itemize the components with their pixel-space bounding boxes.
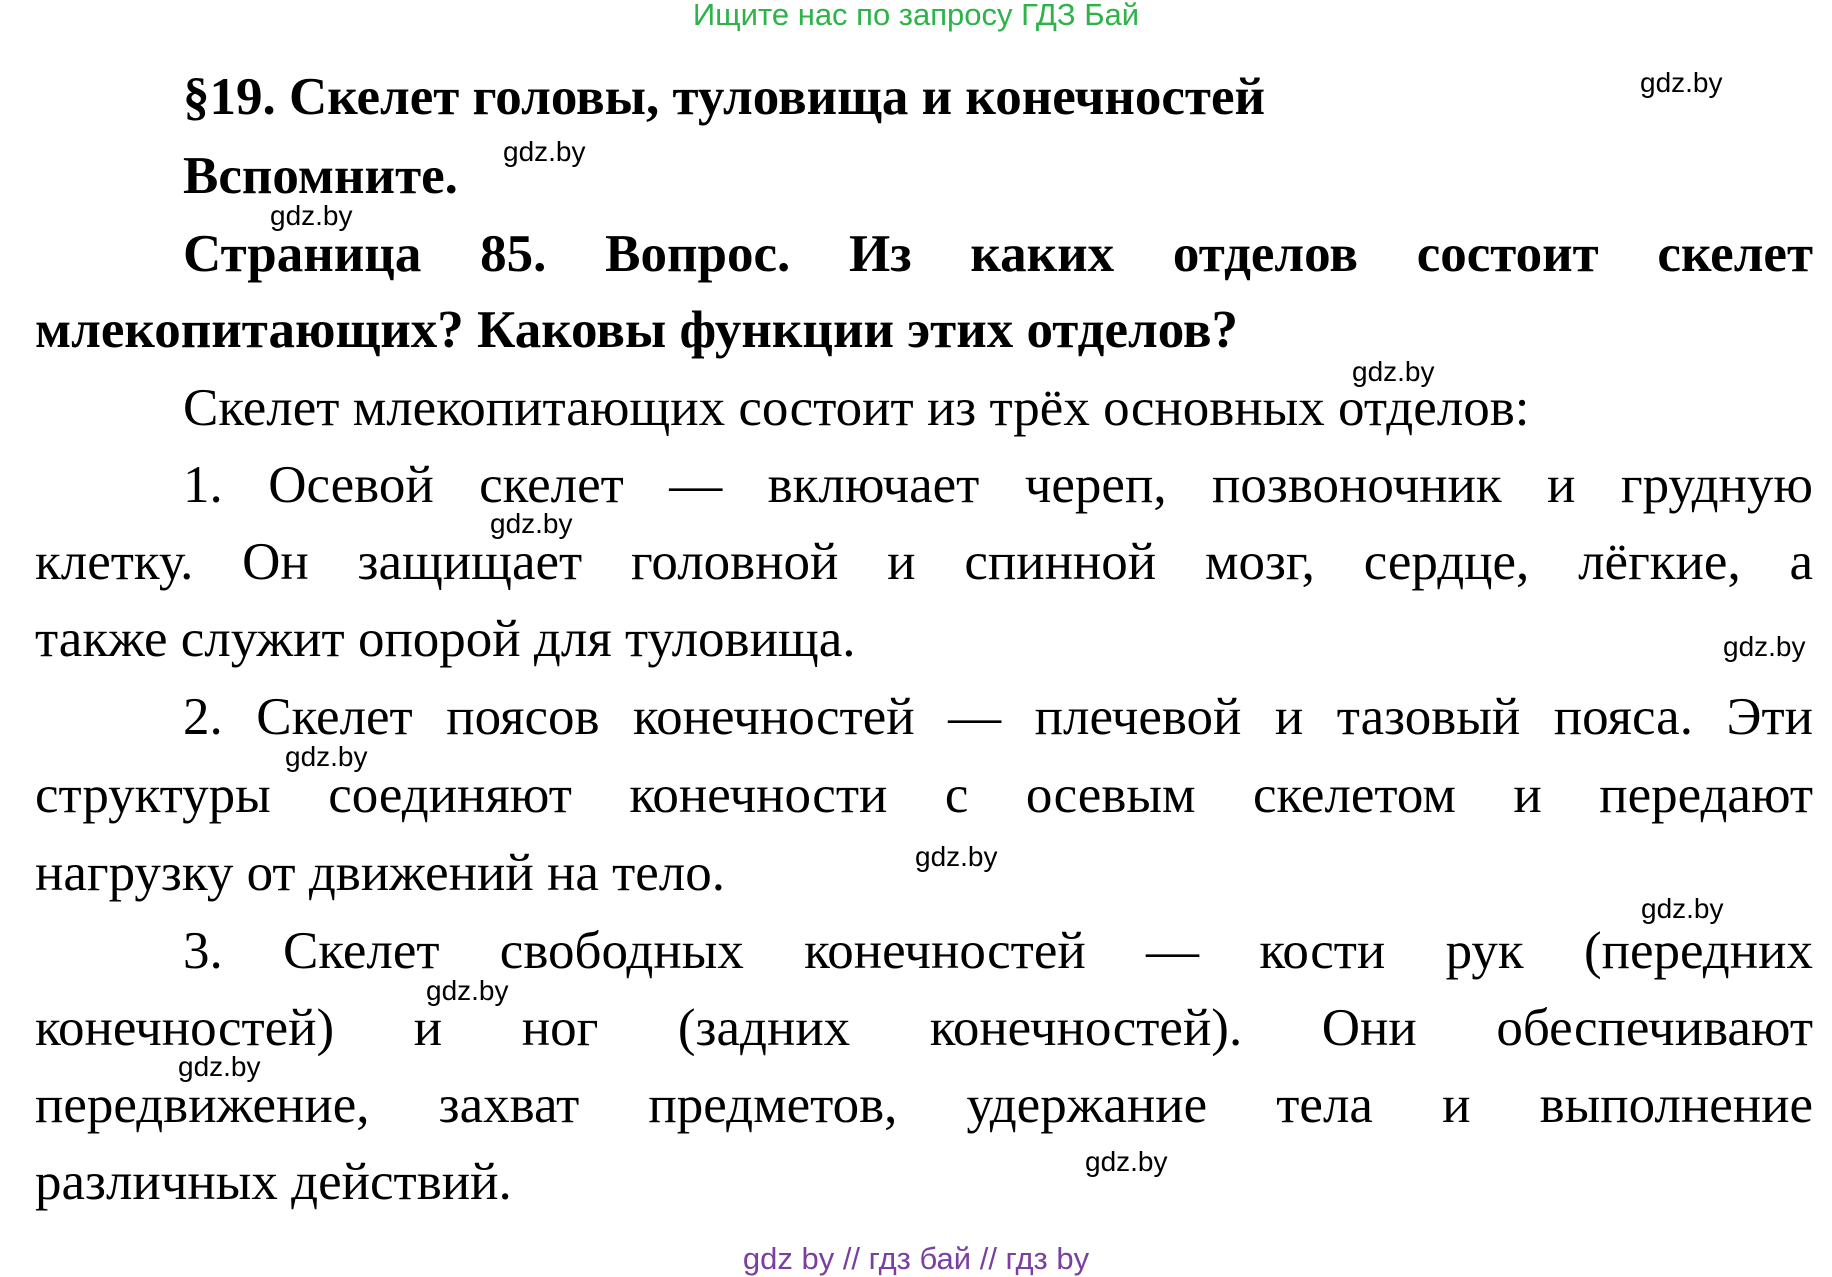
answer-intro: Скелет млекопитающих состоит из трёх основных отделов: xyxy=(183,379,1530,437)
question-line-2: млекопитающих? Каковы функции этих отделов? xyxy=(35,301,1239,359)
section-title: §19. Скелет головы, туловища и конечностей xyxy=(183,68,1266,126)
p1-line-2: клетку. Он защищает головной и спинной мозг, сердце, лёгкие, а xyxy=(35,533,1813,591)
p2-line-3: нагрузку от движений на тело. xyxy=(35,844,725,902)
top-banner: Ищите нас по запросу ГДЗ Бай xyxy=(692,0,1140,32)
watermark: gdz.by xyxy=(178,1051,261,1082)
watermark: gdz.by xyxy=(1352,356,1435,387)
watermark: gdz.by xyxy=(1640,67,1723,98)
p1-line-3: также служит опорой для туловища. xyxy=(35,610,856,668)
p2-line-1: 2. Скелет поясов конечностей — плечевой и тазовый пояса. Эти xyxy=(183,688,1813,746)
p1-line-1: 1. Осевой скелет — включает череп, позвоночник и грудную xyxy=(183,456,1813,514)
footer-links: gdz by // гдз бай // гдз by xyxy=(742,1241,1090,1276)
watermark: gdz.by xyxy=(270,200,353,231)
question-line-1: Страница 85. Вопрос. Из каких отделов состоит скелет xyxy=(183,225,1813,283)
watermark: gdz.by xyxy=(503,136,586,167)
watermark: gdz.by xyxy=(1641,893,1724,924)
watermark: gdz.by xyxy=(915,841,998,872)
p3-line-4: различных действий. xyxy=(35,1153,512,1211)
watermark: gdz.by xyxy=(285,741,368,772)
p3-line-1: 3. Скелет свободных конечностей — кости рук (передних xyxy=(183,922,1813,980)
p3-line-3: передвижение, захват предметов, удержание тела и выполнение xyxy=(35,1076,1813,1134)
watermark: gdz.by xyxy=(490,508,573,539)
watermark: gdz.by xyxy=(1723,631,1806,662)
p3-line-2: конечностей) и ног (задних конечностей). Они обеспечивают xyxy=(35,999,1813,1057)
recall-heading: Вспомните. xyxy=(183,147,458,205)
p2-line-2: структуры соединяют конечности с осевым скелетом и передают xyxy=(35,766,1813,824)
watermark: gdz.by xyxy=(1085,1146,1168,1177)
watermark: gdz.by xyxy=(426,975,509,1006)
